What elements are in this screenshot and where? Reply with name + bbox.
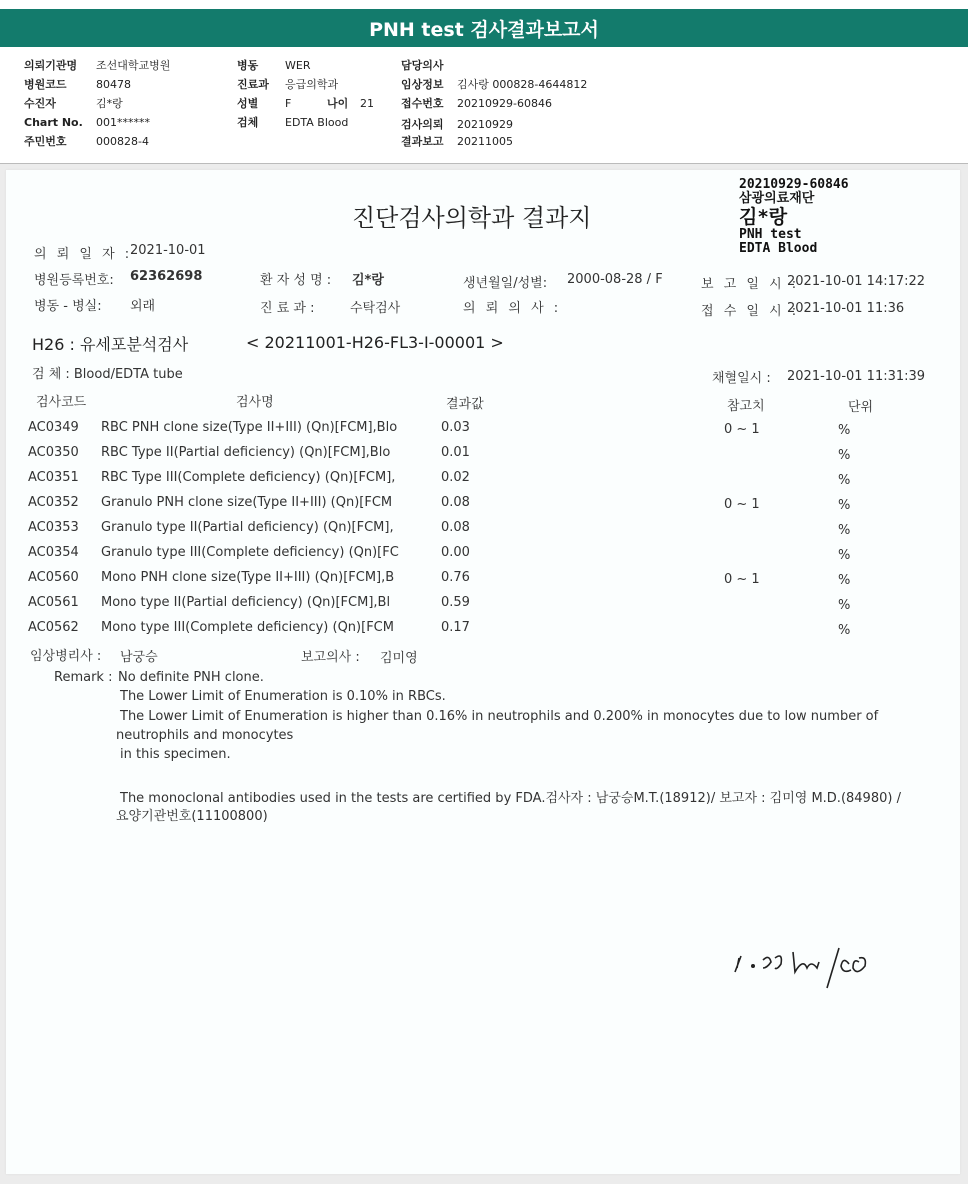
test-unit: % bbox=[838, 573, 851, 588]
banner-title: PNH test 검사결과보고서 bbox=[369, 18, 599, 41]
birth-value: 2000-08-28 / F bbox=[567, 272, 663, 287]
field-label: 병동 bbox=[237, 59, 259, 72]
ward-value: 외래 bbox=[130, 299, 156, 314]
test-reference: 0 ~ 1 bbox=[724, 497, 760, 512]
test-unit: % bbox=[838, 423, 851, 438]
collect-time: 2021-10-01 11:31:39 bbox=[787, 369, 926, 384]
test-result: 0.59 bbox=[441, 595, 470, 610]
test-name: Mono type II(Partial deficiency) (Qn)[FCM],Bl bbox=[101, 595, 391, 610]
stamp-line: PNH test bbox=[739, 227, 802, 242]
col-header-name: 검사명 bbox=[236, 395, 274, 410]
header-field bbox=[24, 57, 170, 73]
collect-label: 채혈일시 : bbox=[712, 371, 771, 386]
remark-line: 요양기관번호(11100800) bbox=[116, 809, 268, 824]
header-field bbox=[237, 76, 338, 92]
field-value: 20211005 bbox=[457, 135, 513, 148]
test-code: AC0560 bbox=[28, 570, 79, 585]
age-field bbox=[327, 95, 374, 111]
field-value: 001****** bbox=[96, 116, 150, 129]
field-label: 나이 bbox=[327, 97, 349, 110]
test-code: AC0353 bbox=[28, 520, 79, 535]
remark-label: Remark : bbox=[54, 670, 113, 685]
field-value: 21 bbox=[360, 97, 374, 110]
field-label: 검사의뢰 bbox=[401, 118, 444, 131]
ward-label: 병동 - 병실: bbox=[34, 299, 102, 314]
test-name: RBC Type II(Partial deficiency) (Qn)[FCM],Blo bbox=[101, 445, 391, 460]
field-label: 검체 bbox=[237, 116, 259, 129]
reg-no: 62362698 bbox=[130, 269, 203, 284]
test-reference: 0 ~ 1 bbox=[724, 572, 760, 587]
header-field bbox=[401, 116, 513, 132]
test-name: RBC PNH clone size(Type II+III) (Qn)[FCM],Blo bbox=[101, 420, 398, 435]
remark-line: The Lower Limit of Enumeration is 0.10% in RBCs. bbox=[120, 689, 446, 704]
report-time-label: 보 고 일 시 : bbox=[701, 277, 800, 292]
field-label: 주민번호 bbox=[24, 135, 67, 148]
stamp-line: 삼광의료재단 bbox=[739, 191, 815, 206]
header-field bbox=[401, 95, 552, 111]
test-code: AC0351 bbox=[28, 470, 79, 485]
request-date: 2021-10-01 bbox=[130, 243, 206, 258]
header-info bbox=[0, 47, 968, 164]
header-field bbox=[401, 57, 457, 73]
test-name: Granulo PNH clone size(Type II+III) (Qn)[FCM bbox=[101, 495, 393, 510]
remark-line: neutrophils and monocytes bbox=[116, 728, 294, 743]
test-unit: % bbox=[838, 498, 851, 513]
test-result: 0.17 bbox=[441, 620, 470, 635]
field-value: 80478 bbox=[96, 78, 131, 91]
field-label: 수진자 bbox=[24, 97, 56, 110]
test-unit: % bbox=[838, 523, 851, 538]
test-unit: % bbox=[838, 548, 851, 563]
col-header-unit: 단위 bbox=[848, 400, 874, 415]
test-name: Granulo type II(Partial deficiency) (Qn)[FCM], bbox=[101, 520, 394, 535]
remark-line: No definite PNH clone. bbox=[118, 670, 264, 685]
reporter: 김미영 bbox=[380, 651, 418, 666]
test-code: AC0561 bbox=[28, 595, 79, 610]
section-title: H26 : 유세포분석검사 bbox=[32, 335, 189, 354]
test-result: 0.08 bbox=[441, 520, 470, 535]
test-result: 0.08 bbox=[441, 495, 470, 510]
stamp-line: 20210929-60846 bbox=[739, 177, 849, 192]
header-field bbox=[24, 116, 150, 129]
test-name: Mono type III(Complete deficiency) (Qn)[FCM bbox=[101, 620, 394, 635]
test-unit: % bbox=[838, 598, 851, 613]
test-code: AC0352 bbox=[28, 495, 79, 510]
remark-line: in this specimen. bbox=[120, 747, 231, 762]
patient-label: 환 자 성 명 : bbox=[260, 273, 332, 288]
test-result: 0.01 bbox=[441, 445, 470, 460]
header-field bbox=[24, 133, 149, 149]
header-field bbox=[401, 76, 587, 92]
result-sheet bbox=[6, 170, 960, 1174]
receipt-time: 2021-10-01 11:36 bbox=[787, 301, 905, 316]
field-label: 진료과 bbox=[237, 78, 269, 91]
specimen-label-stamp bbox=[739, 178, 849, 256]
field-label: 임상정보 bbox=[401, 78, 444, 91]
header-field bbox=[401, 133, 513, 149]
test-name: RBC Type III(Complete deficiency) (Qn)[FCM], bbox=[101, 470, 396, 485]
test-result: 0.03 bbox=[441, 420, 470, 435]
field-label: 담당의사 bbox=[401, 59, 444, 72]
specimen-type: 검 체 : Blood/EDTA tube bbox=[32, 367, 183, 382]
doctor-label: 의 뢰 의 사 : bbox=[463, 301, 562, 316]
field-value: 20210929-60846 bbox=[457, 97, 552, 110]
col-header-ref: 참고치 bbox=[727, 399, 765, 414]
remark-line: The monoclonal antibodies used in the tests are certified by FDA.검사자 : 남궁승M.T.(18912)/ 보고자 : 김미영 M.D.(84980) / bbox=[120, 791, 901, 806]
header-field bbox=[237, 95, 291, 111]
remark-line: The Lower Limit of Enumeration is higher than 0.16% in neutrophils and 0.200% in monocytes due to low number of bbox=[120, 709, 879, 724]
test-code: AC0349 bbox=[28, 420, 79, 435]
field-label: 결과보고 bbox=[401, 135, 444, 148]
stamp-line: 김*랑 bbox=[739, 206, 788, 228]
header-field bbox=[24, 76, 131, 92]
reg-no-label: 병원등록번호: bbox=[34, 273, 114, 288]
patient-name: 김*랑 bbox=[352, 273, 384, 288]
test-unit: % bbox=[838, 448, 851, 463]
barcode-id: < 20211001-H26-FL3-I-00001 > bbox=[246, 333, 504, 352]
test-name: Mono PNH clone size(Type II+III) (Qn)[FCM],B bbox=[101, 570, 395, 585]
field-label: 병원코드 bbox=[24, 78, 67, 91]
test-unit: % bbox=[838, 623, 851, 638]
report-time: 2021-10-01 14:17:22 bbox=[787, 274, 926, 289]
dept-label: 진 료 과 : bbox=[260, 301, 315, 316]
dept-value: 수탁검사 bbox=[350, 301, 401, 316]
report-banner bbox=[0, 9, 968, 47]
test-name: Granulo type III(Complete deficiency) (Qn)[FC bbox=[101, 545, 399, 560]
test-result: 0.02 bbox=[441, 470, 470, 485]
field-value: F bbox=[285, 97, 292, 110]
test-unit: % bbox=[838, 473, 851, 488]
field-label: 성별 bbox=[237, 97, 259, 110]
test-code: AC0562 bbox=[28, 620, 79, 635]
clinical-pathologist: 남궁승 bbox=[120, 650, 158, 665]
field-value: EDTA Blood bbox=[285, 116, 349, 129]
header-field bbox=[237, 114, 348, 130]
clinical-pathologist-label: 임상병리사 : bbox=[30, 649, 102, 664]
field-value: 000828-4 bbox=[96, 135, 149, 148]
receipt-time-label: 접 수 일 시 : bbox=[701, 304, 800, 319]
test-reference: 0 ~ 1 bbox=[724, 422, 760, 437]
col-header-result: 결과값 bbox=[446, 397, 484, 412]
test-code: AC0354 bbox=[28, 545, 79, 560]
request-date-label: 의 뢰 일 자 : bbox=[34, 247, 133, 262]
field-value: 조선대학교병원 bbox=[96, 59, 171, 72]
col-header-code: 검사코드 bbox=[36, 395, 87, 410]
field-value: 김사랑 000828-4644812 bbox=[457, 78, 588, 91]
field-label: 접수번호 bbox=[401, 97, 444, 110]
header-field bbox=[237, 57, 310, 73]
field-value: 응급의학과 bbox=[285, 78, 339, 91]
birth-label: 생년월일/성별: bbox=[463, 276, 548, 291]
reporter-label: 보고의사 : bbox=[301, 650, 360, 665]
stamp-line: EDTA Blood bbox=[739, 241, 818, 256]
field-label: 의뢰기관명 bbox=[24, 59, 78, 72]
test-result: 0.00 bbox=[441, 545, 470, 560]
field-label: Chart No. bbox=[24, 116, 83, 129]
test-result: 0.76 bbox=[441, 570, 470, 585]
handwritten-signature bbox=[731, 938, 911, 998]
header-field bbox=[24, 95, 123, 111]
field-value: 20210929 bbox=[457, 118, 513, 131]
test-code: AC0350 bbox=[28, 445, 79, 460]
field-value: WER bbox=[285, 59, 311, 72]
field-value: 김*랑 bbox=[96, 97, 123, 110]
report-title: 진단검사의학과 결과지 bbox=[352, 204, 592, 232]
